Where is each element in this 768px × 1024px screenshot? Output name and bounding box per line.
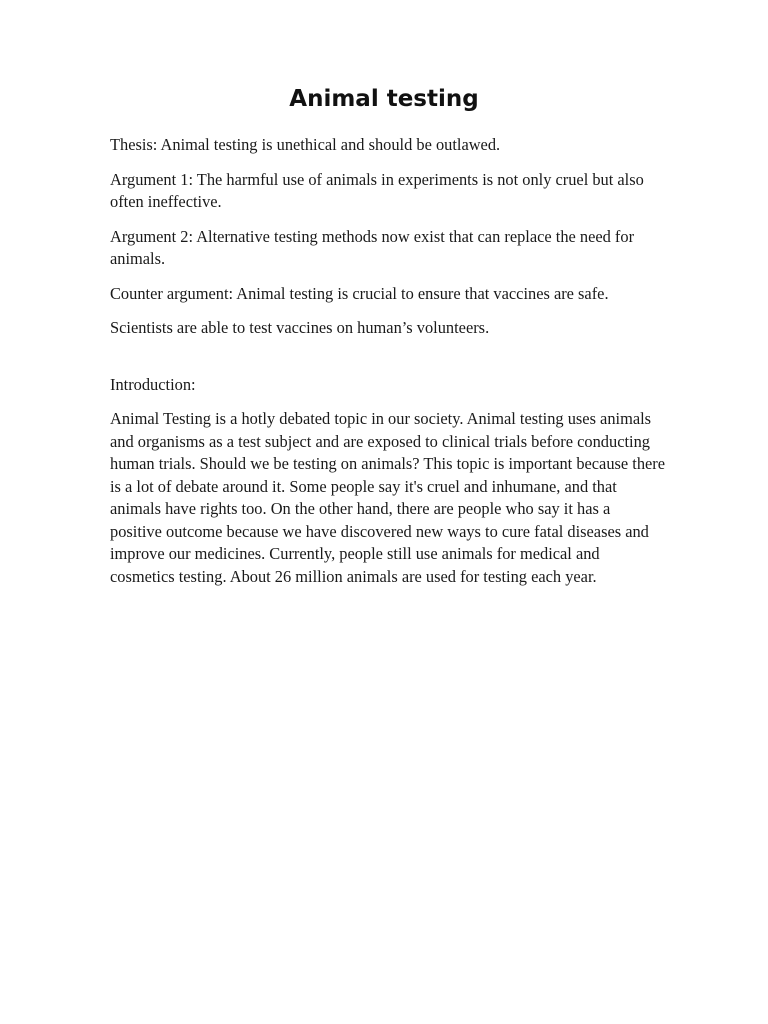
rebuttal-paragraph: Scientists are able to test vaccines on human’s volunteers. (110, 318, 490, 337)
counter-argument-paragraph: Counter argument: Animal testing is crucial to ensure that vaccines are safe. (110, 283, 609, 303)
thesis-paragraph: Thesis: Animal testing is unethical and should be outlawed. (110, 135, 501, 154)
introduction-heading: Introduction: (110, 374, 196, 394)
document-title: Animal testing (289, 86, 479, 112)
argument-1-paragraph: Argument 1: The harmful use of animals in experiments is not only cruel but also often ineffective. (110, 169, 644, 211)
introduction-paragraph: Animal Testing is a hotly debated topic in our society. Animal testing uses animals and organisms as a test subject and are exposed to clinical trials before conducting human trials. Should we be testing on animals? This topic is important because there is a lot of debate around it. Some people say it's cruel and inhumane, and that animals have rights too. On the other hand, there are people who say it has a positive outcome because we have discovered new ways to cure fatal diseases and improve our medicines. Currently, people still use animals for medical and cosmetics testing. About 26 million animals are used for testing each year. (110, 409, 666, 586)
document-body (110, 134, 666, 600)
argument-2-paragraph: Argument 2: Alternative testing methods now exist that can replace the need for animals. (110, 226, 635, 268)
